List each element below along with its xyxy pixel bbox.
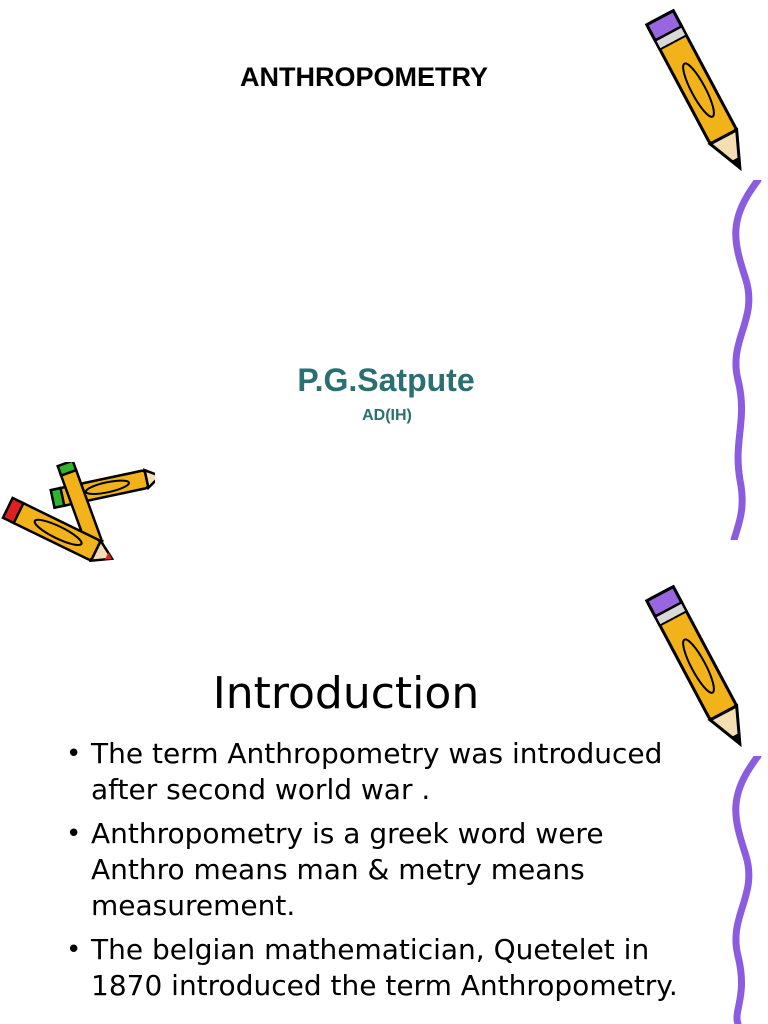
crossed-pencils-icon	[0, 462, 155, 572]
list-item: • The term Anthropometry was introduced after second world war .	[66, 736, 686, 808]
author-name: P.G.Satpute	[297, 362, 475, 398]
pencil-icon	[640, 576, 760, 766]
squiggle-decoration-icon	[728, 756, 768, 1024]
introduction-slide	[0, 576, 768, 1024]
list-item: • The belgian mathematician, Quetelet in 1870 introduced the term Anthropometry.	[66, 932, 686, 1004]
bullet-list	[66, 736, 686, 1012]
author-role: AD(IH)	[362, 407, 412, 424]
pencil-icon	[640, 0, 760, 190]
slide-title: Introduction	[212, 668, 480, 719]
list-item: • Anthropometry is a greek word were Anthro means man & metry means measurement.	[66, 816, 686, 924]
slide-title: ANTHROPOMETRY	[240, 62, 488, 92]
squiggle-decoration-icon	[728, 180, 768, 540]
